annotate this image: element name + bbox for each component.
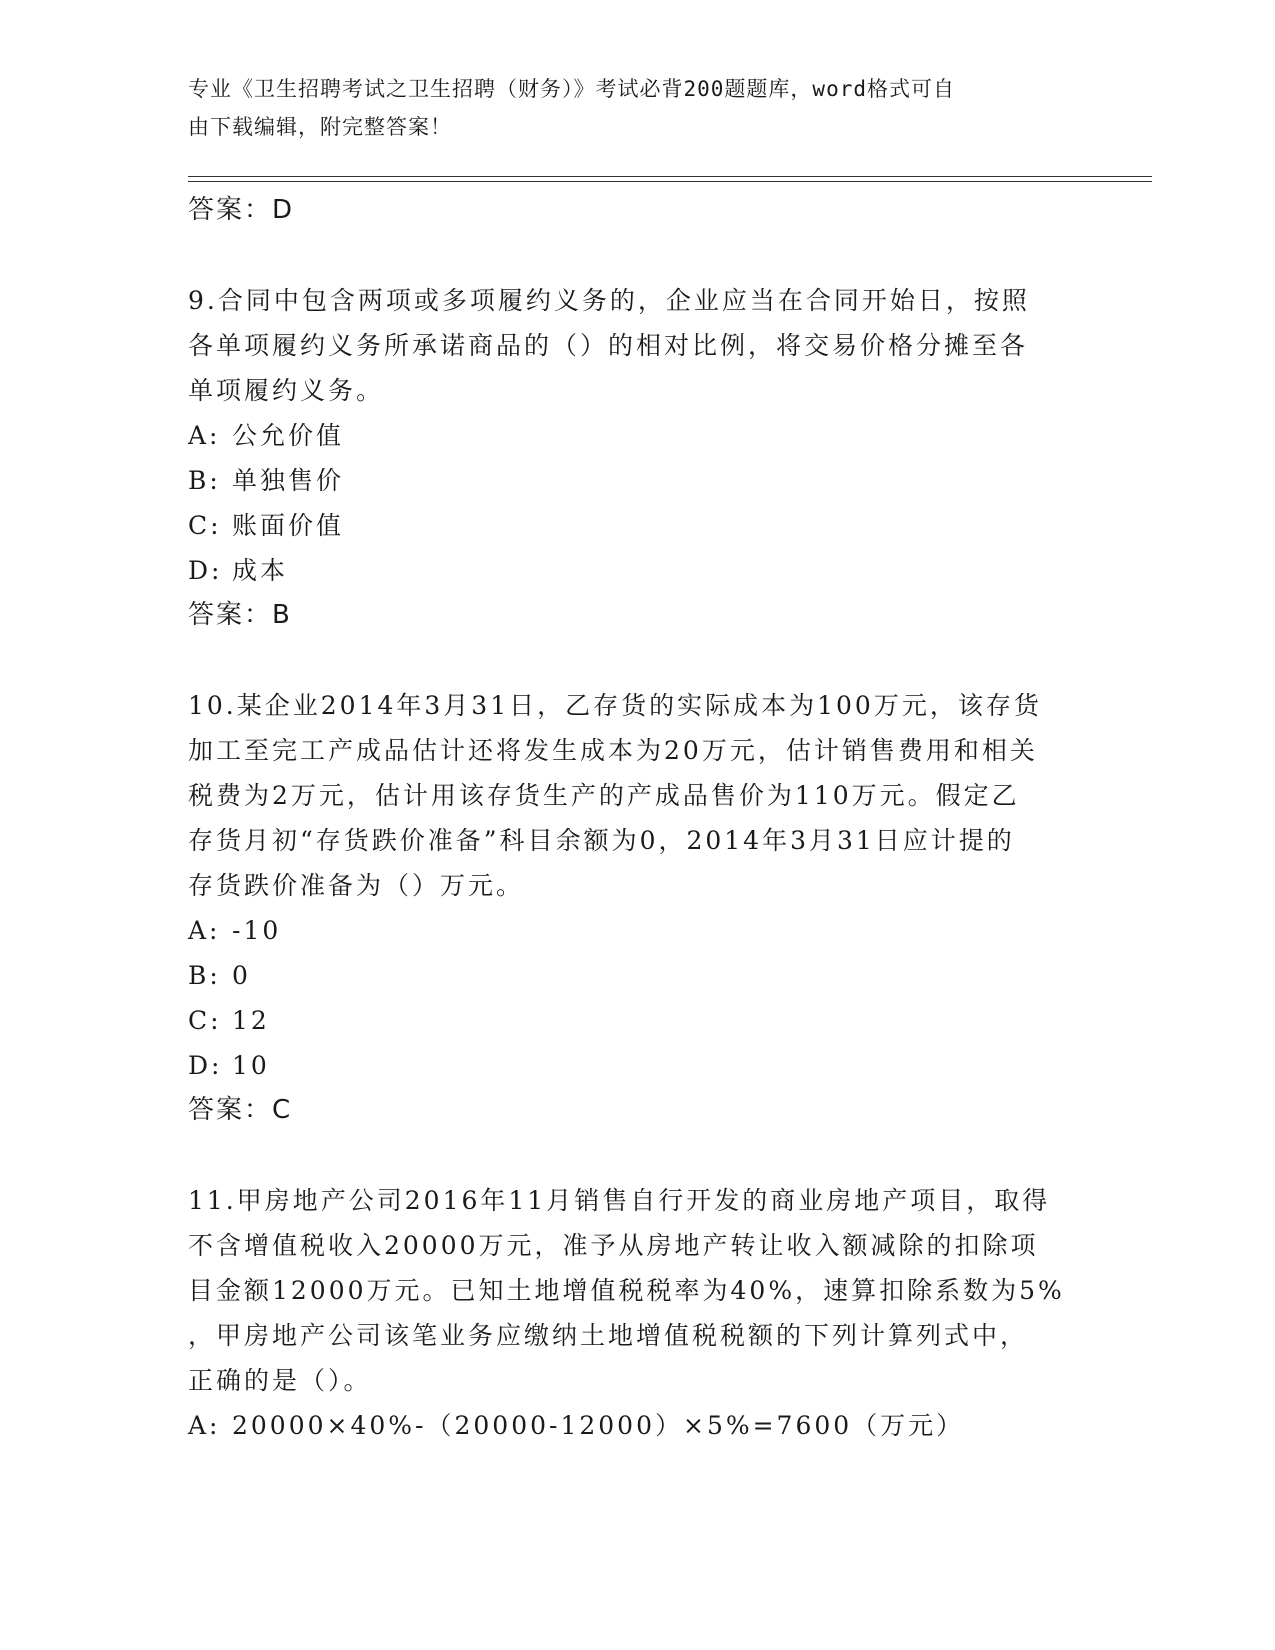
option-letter: B: <box>188 466 221 495</box>
option-text: -10 <box>232 916 282 945</box>
header-divider-top <box>188 176 1152 177</box>
option-text: 公允价值 <box>232 421 345 450</box>
option-letter: D: <box>188 556 223 585</box>
stem-line: 加工至完工产成品估计还将发生成本为20万元，估计销售费用和相关 <box>188 736 1038 765</box>
stem-line: 正确的是（）。 <box>188 1366 372 1395</box>
option-text: 20000×40%-（20000-12000）×5%=7600（万元） <box>232 1411 965 1440</box>
option-letter: D: <box>188 1051 223 1080</box>
question-stem <box>188 683 1068 908</box>
stem-line: 税费为2万元，估计用该存货生产的产成品售价为110万元。假定乙 <box>188 781 1020 810</box>
option-text: 成本 <box>232 556 289 585</box>
option-letter: A: <box>188 916 221 945</box>
answer-line: 答案：C <box>188 1095 293 1125</box>
question-10 <box>188 683 1068 1132</box>
stem-line: 存货跌价准备为（）万元。 <box>188 871 525 900</box>
header-divider-bottom <box>188 181 1152 182</box>
document-body <box>188 188 1068 1448</box>
stem-line: 目金额12000万元。已知土地增值税税率为40%，速算扣除系数为5% <box>188 1276 1065 1305</box>
stem-line: 存货月初“存货跌价准备”科目余额为0，2014年3月31日应计提的 <box>188 826 1015 855</box>
stem-line: 单项履约义务。 <box>188 376 385 405</box>
option-c <box>188 503 1068 548</box>
option-letter: A: <box>188 421 221 450</box>
stem-line: ，甲房地产公司该笔业务应缴纳土地增值税税额的下列计算列式中， <box>188 1321 1029 1350</box>
answer-line: 答案：B <box>188 600 292 630</box>
option-text: 单独售价 <box>232 466 345 495</box>
option-b <box>188 458 1068 503</box>
option-c <box>188 998 1068 1043</box>
option-a <box>188 1403 1068 1448</box>
header-line-1: 专业《卫生招聘考试之卫生招聘（财务）》考试必背200题题库，word格式可自 <box>188 77 955 101</box>
stem-line: 11.甲房地产公司2016年11月销售自行开发的商业房地产项目，取得 <box>188 1186 1051 1215</box>
option-text: 12 <box>232 1006 270 1035</box>
stem-line: 不含增值税收入20000万元，准予从房地产转让收入额减除的扣除项 <box>188 1231 1039 1260</box>
question-11 <box>188 1178 1068 1448</box>
option-text: 0 <box>232 961 251 990</box>
stem-line: 各单项履约义务所承诺商品的（）的相对比例，将交易价格分摊至各 <box>188 331 1029 360</box>
option-letter: C: <box>188 1006 222 1035</box>
option-text: 10 <box>232 1051 270 1080</box>
answer-line: 答案：D <box>188 195 295 225</box>
stem-line: 10.某企业2014年3月31日，乙存货的实际成本为100万元，该存货 <box>188 691 1042 720</box>
question-stem <box>188 1178 1068 1403</box>
header-line-2: 由下载编辑，附完整答案！ <box>188 115 452 139</box>
option-b <box>188 953 1068 998</box>
option-d <box>188 548 1068 593</box>
option-a <box>188 908 1068 953</box>
stem-line: 9.合同中包含两项或多项履约义务的，企业应当在合同开始日，按照 <box>188 286 1030 315</box>
option-d <box>188 1043 1068 1088</box>
option-letter: B: <box>188 961 221 990</box>
question-9 <box>188 278 1068 637</box>
option-letter: A: <box>188 1411 221 1440</box>
option-letter: C: <box>188 511 222 540</box>
page-header <box>188 70 1088 146</box>
option-a <box>188 413 1068 458</box>
question-stem <box>188 278 1068 413</box>
option-text: 账面价值 <box>232 511 345 540</box>
